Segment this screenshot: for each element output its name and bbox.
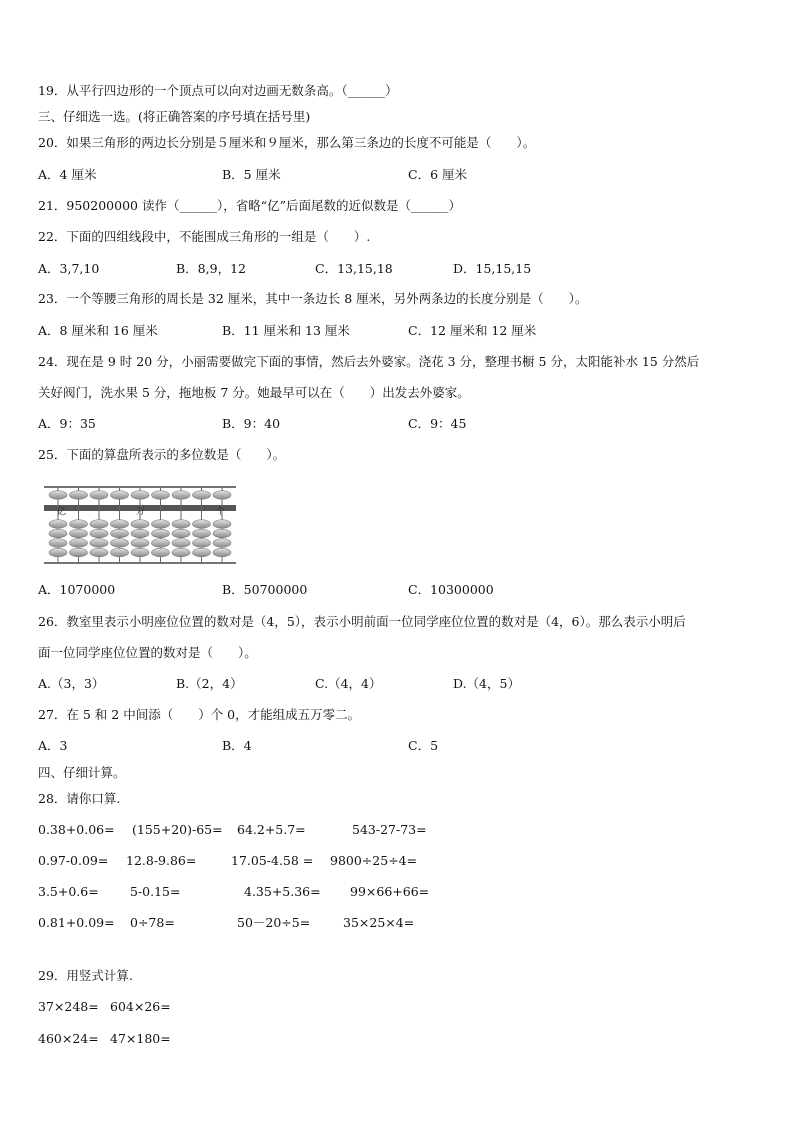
q28-r1-c1: 0.38+0.06=	[38, 822, 115, 837]
q28-r1-c4: 543-27-73=	[352, 822, 427, 837]
abacus-bead	[111, 529, 129, 538]
abacus-label-wan: 万	[136, 507, 146, 517]
abacus-bead	[70, 520, 88, 529]
abacus-label-ge: 个	[216, 507, 226, 517]
abacus-bead	[152, 520, 170, 529]
q23-option-c: C．12 厘米和 12 厘米	[408, 323, 537, 338]
q29-r1-c2: 604×26=	[110, 999, 171, 1014]
abacus-image	[44, 485, 236, 565]
question-24-line-1: 24．现在是 9 时 20 分，小丽需要做完下面的事情，然后去外婆家。浇花 3 分，整理书橱 5 分，太阳能补水 15 分然后	[38, 354, 700, 369]
q23-option-a: A．8 厘米和 16 厘米	[38, 323, 158, 338]
question-19: 19．从平行四边形的一个顶点可以向对边画无数条高。（______）	[38, 83, 398, 98]
q27-option-c: C．5	[408, 738, 439, 753]
q28-r3-c4: 99×66+66=	[350, 884, 430, 899]
question-24-line-2: 关好阀门，洗水果 5 分，拖地板 7 分。她最早可以在（ ）出发去外婆家。	[38, 385, 470, 400]
q22-option-b: B．8,9，12	[176, 261, 246, 276]
q23-option-b: B．11 厘米和 13 厘米	[222, 323, 350, 338]
q28-r1-c3: 64.2+5.7=	[237, 822, 306, 837]
q28-r2-c4: 9800÷25÷4=	[330, 853, 418, 868]
q29-r2-c2: 47×180=	[110, 1031, 171, 1046]
q26-option-b: B.（2，4）	[176, 676, 243, 691]
abacus-bead	[172, 520, 190, 529]
abacus-bead	[111, 548, 129, 557]
section-4-heading: 四、仔细计算。	[38, 765, 126, 780]
abacus-bead	[152, 539, 170, 548]
q26-option-a: A.（3，3）	[38, 676, 105, 691]
q24-option-b: B．9：40	[222, 416, 281, 431]
abacus-bead	[131, 529, 149, 538]
abacus-bead	[111, 491, 129, 500]
abacus-bead	[131, 548, 149, 557]
abacus-bead	[213, 539, 231, 548]
abacus-bead	[49, 491, 67, 500]
abacus-bead	[172, 529, 190, 538]
abacus-bead	[70, 491, 88, 500]
q24-option-c: C．9：45	[408, 416, 467, 431]
abacus-bead	[152, 529, 170, 538]
section-3-heading: 三、仔细选一选。(将正确答案的序号填在括号里)	[38, 109, 311, 124]
abacus-bead	[111, 520, 129, 529]
abacus-bead	[193, 491, 211, 500]
q28-r2-c2: 12.8-9.86=	[126, 853, 197, 868]
q25-option-c: C．10300000	[408, 582, 494, 597]
question-26-line-2: 面一位同学座位位置的数对是（ ）。	[38, 645, 257, 660]
q26-option-c: C.（4，4）	[315, 676, 382, 691]
q28-r4-c1: 0.81+0.09=	[38, 915, 115, 930]
question-26-line-1: 26．教室里表示小明座位位置的数对是（4，5），表示小明前面一位同学座位位置的数对是（4，6）。那么表示小明后	[38, 614, 686, 629]
abacus-bead	[152, 548, 170, 557]
question-27: 27．在 5 和 2 中间添（ ）个 0，才能组成五万零二。	[38, 707, 361, 722]
question-22: 22．下面的四组线段中，不能围成三角形的一组是（ ）.	[38, 229, 371, 244]
abacus-bead	[213, 491, 231, 500]
q28-r4-c3: 50－20÷5=	[237, 915, 311, 930]
abacus-bead	[49, 520, 67, 529]
abacus-bead	[70, 539, 88, 548]
abacus-bead	[193, 520, 211, 529]
abacus-bead	[193, 539, 211, 548]
abacus-bead	[90, 491, 108, 500]
q28-r1-c2: (155+20)-65=	[132, 822, 223, 837]
abacus-bead	[131, 520, 149, 529]
abacus-bead	[90, 520, 108, 529]
abacus-bead	[49, 539, 67, 548]
q20-option-b: B．5 厘米	[222, 167, 281, 182]
q28-r3-c2: 5-0.15=	[130, 884, 181, 899]
question-29: 29．用竖式计算.	[38, 968, 133, 983]
abacus-label-yi: 亿	[57, 507, 67, 517]
abacus-bead	[172, 548, 190, 557]
abacus-bead	[90, 539, 108, 548]
q28-r2-c3: 17.05-4.58 =	[231, 853, 314, 868]
abacus-bead	[70, 529, 88, 538]
q28-r3-c3: 4.35+5.36=	[244, 884, 321, 899]
abacus-bead	[152, 491, 170, 500]
abacus-bead	[213, 548, 231, 557]
abacus-bead	[213, 529, 231, 538]
q22-option-d: D．15,15,15	[453, 261, 532, 276]
question-28: 28．请你口算.	[38, 791, 121, 806]
question-25: 25．下面的算盘所表示的多位数是（ ）。	[38, 447, 286, 462]
abacus-bead	[90, 548, 108, 557]
q29-r2-c1: 460×24=	[38, 1031, 99, 1046]
question-21: 21．950200000 读作（______），省略“亿”后面尾数的近似数是（______）	[38, 198, 461, 213]
q27-option-a: A．3	[38, 738, 68, 753]
abacus-bead	[49, 548, 67, 557]
q24-option-a: A．9：35	[38, 416, 96, 431]
q20-option-a: A．4 厘米	[38, 167, 97, 182]
abacus-bead	[193, 529, 211, 538]
q27-option-b: B．4	[222, 738, 252, 753]
abacus-bead	[49, 529, 67, 538]
abacus-bead	[131, 491, 149, 500]
q25-option-b: B．50700000	[222, 582, 308, 597]
q29-r1-c1: 37×248=	[38, 999, 99, 1014]
abacus-bead	[70, 548, 88, 557]
abacus-bead	[172, 539, 190, 548]
abacus-bead	[213, 520, 231, 529]
abacus-bead	[131, 539, 149, 548]
q28-r2-c1: 0.97-0.09=	[38, 853, 109, 868]
q20-option-c: C．6 厘米	[408, 167, 467, 182]
q28-r4-c2: 0÷78=	[130, 915, 175, 930]
q22-option-a: A．3,7,10	[38, 261, 100, 276]
q28-r3-c1: 3.5+0.6=	[38, 884, 99, 899]
abacus-bead	[172, 491, 190, 500]
question-23: 23．一个等腰三角形的周长是 32 厘米，其中一条边长 8 厘米，另外两条边的长度分别是（ ）。	[38, 291, 588, 306]
abacus-bead	[90, 529, 108, 538]
q26-option-d: D.（4，5）	[453, 676, 520, 691]
q28-r4-c4: 35×25×4=	[343, 915, 415, 930]
q25-option-a: A．1070000	[38, 582, 116, 597]
question-20: 20．如果三角形的两边长分别是５厘米和９厘米，那么第三条边的长度不可能是（ ）。	[38, 135, 536, 150]
abacus-bead	[193, 548, 211, 557]
abacus-bead	[111, 539, 129, 548]
q22-option-c: C．13,15,18	[315, 261, 393, 276]
